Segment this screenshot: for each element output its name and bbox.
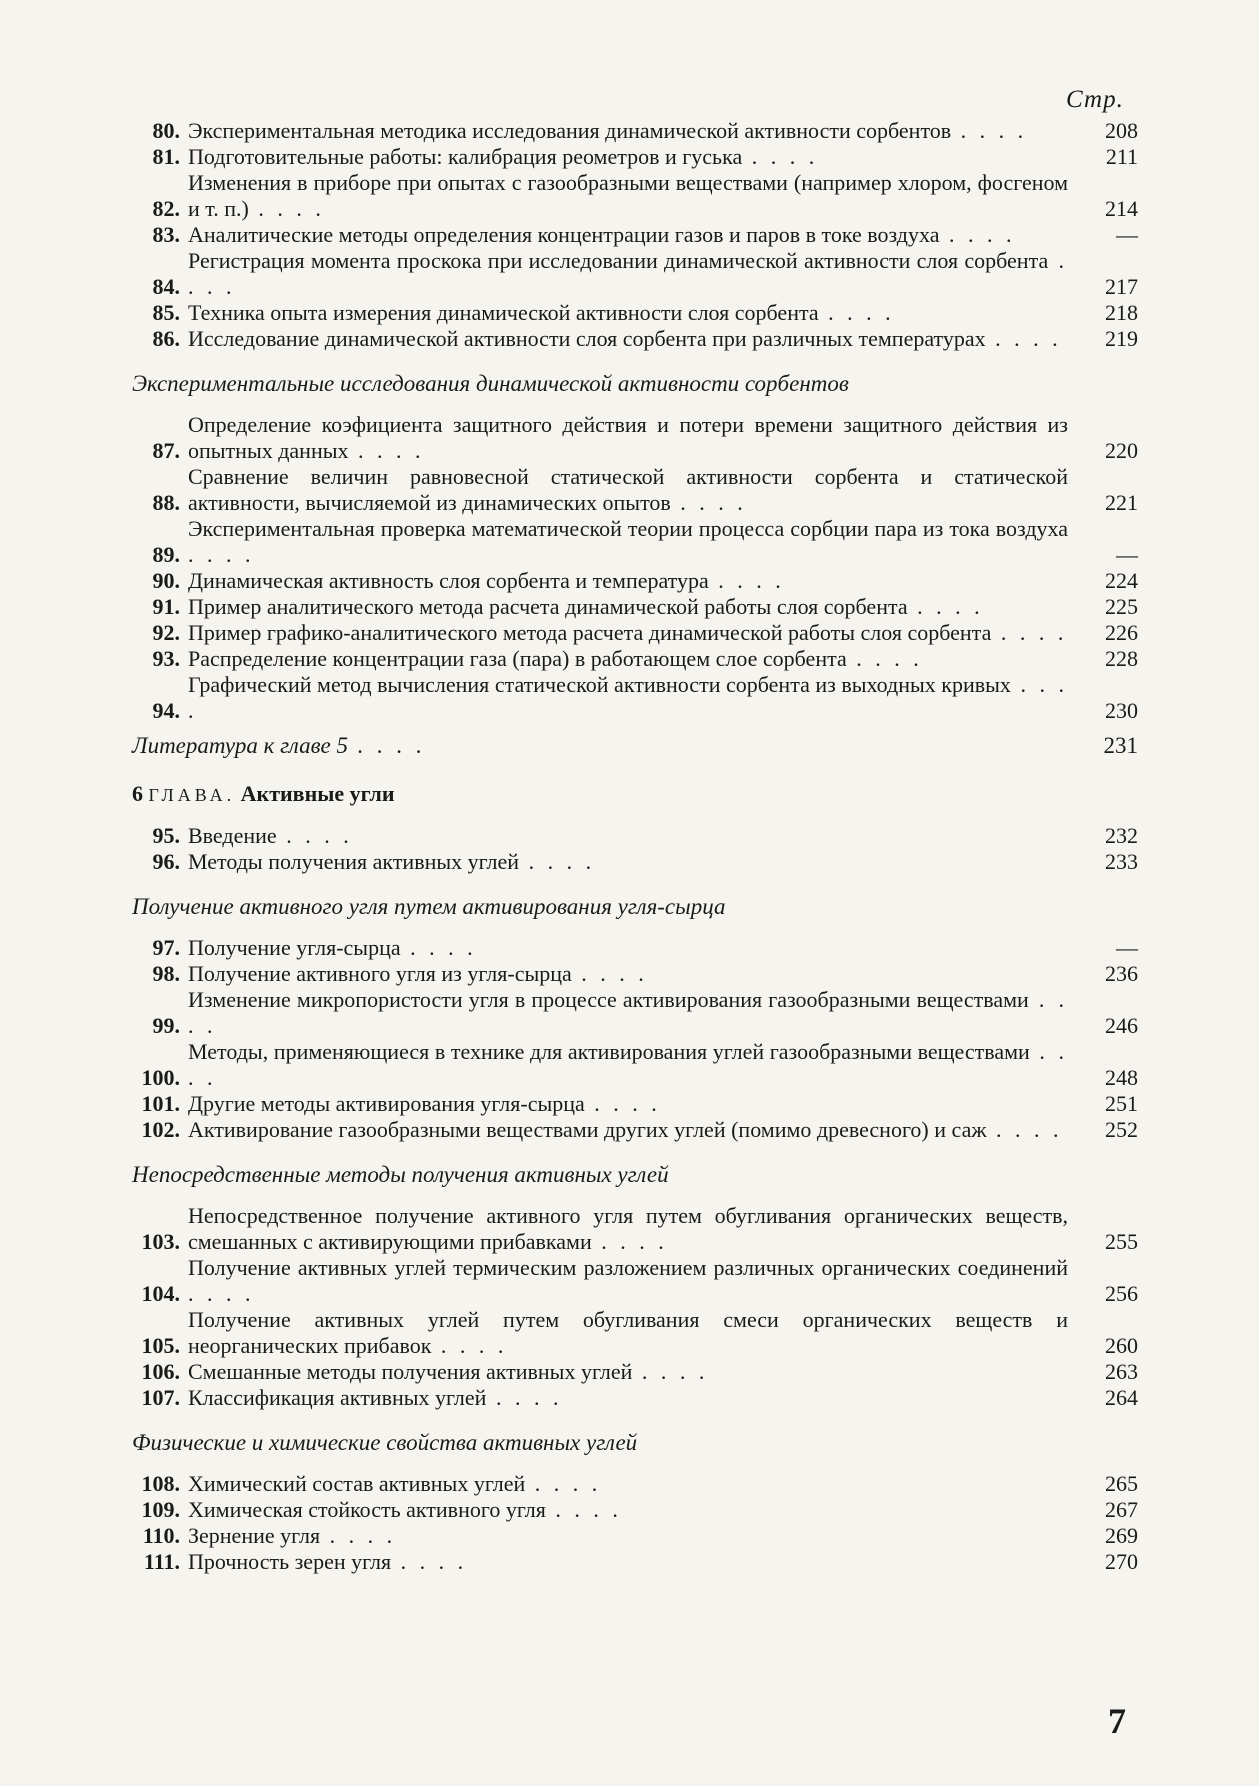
entry-number: 103. xyxy=(141,1229,180,1254)
toc-entry xyxy=(118,1523,1138,1549)
dot-leader: . . . . xyxy=(986,1117,1063,1142)
toc-entry xyxy=(118,412,1138,464)
toc-entry xyxy=(118,1307,1138,1359)
entry-number: 101. xyxy=(141,1091,180,1116)
toc-entry xyxy=(118,464,1138,516)
toc-entry xyxy=(118,326,1138,352)
entry-number: 100. xyxy=(141,1065,180,1090)
entry-page: 225 xyxy=(1105,594,1138,619)
dot-leader: . . . . xyxy=(431,1333,508,1358)
entry-title: Получение активных углей термическим разложением различных органических соединений . . . . xyxy=(188,1255,1068,1306)
dot-leader: . . . . xyxy=(188,1281,255,1306)
entry-number: 93. xyxy=(152,646,180,671)
dot-leader: . . . . xyxy=(818,300,895,325)
toc-entry xyxy=(118,594,1138,620)
entry-title: Получение активных углей путем обугливания смеси органических веществ и неорганических прибавок . . . . xyxy=(188,1307,1068,1358)
entry-page: 233 xyxy=(1105,849,1138,874)
entry-title: Пример аналитического метода расчета динамической работы слоя сорбента . . . . xyxy=(188,594,984,619)
entry-title: Химический состав активных углей . . . . xyxy=(188,1471,602,1496)
entry-title: Прочность зерен угля . . . . xyxy=(188,1549,468,1574)
toc-entry xyxy=(118,516,1138,568)
entry-title: Методы, применяющиеся в технике для активирования углей газообразными веществами . . . . xyxy=(188,1039,1068,1090)
entry-page: — xyxy=(1116,222,1138,247)
entry-title: Изменение микропористости угля в процессе активирования газообразными веществами . . . . xyxy=(188,987,1068,1038)
dot-leader: . . . . xyxy=(846,646,923,671)
toc-entry xyxy=(118,1471,1138,1497)
literature-page: 231 xyxy=(1103,733,1138,758)
entry-title: Определение коэфициента защитного действия и потери времени защитного действия из опытных данных . . . . xyxy=(188,412,1068,463)
toc-entry xyxy=(118,1385,1138,1411)
entry-page: 224 xyxy=(1105,568,1138,593)
toc-entry xyxy=(118,118,1138,144)
entry-page: 256 xyxy=(1105,1281,1138,1306)
chapter-number: 6 xyxy=(132,781,143,806)
page-number: 7 xyxy=(1108,1701,1126,1741)
toc-entry xyxy=(118,672,1138,724)
entry-page: 217 xyxy=(1105,274,1138,299)
dot-leader: . . . . xyxy=(188,672,1068,723)
entry-number: 82. xyxy=(152,196,180,221)
entry-title: Графический метод вычисления статической активности сорбента из выходных кривых . . . . xyxy=(188,672,1068,723)
dot-leader: . . . . xyxy=(571,961,648,986)
dot-leader: . . . . xyxy=(951,118,1028,143)
entry-page: 255 xyxy=(1105,1229,1138,1254)
entry-number: 88. xyxy=(152,490,180,515)
toc-entry xyxy=(118,849,1138,875)
toc-entry xyxy=(118,1549,1138,1575)
entry-group-2 xyxy=(118,412,1138,724)
dot-leader: . . . . xyxy=(400,935,477,960)
dot-leader: . . . . xyxy=(708,568,785,593)
toc-entry xyxy=(118,620,1138,646)
entry-number: 107. xyxy=(141,1385,180,1410)
dot-leader: . . . . xyxy=(519,849,596,874)
toc-entry xyxy=(118,823,1138,849)
entry-page: 214 xyxy=(1105,196,1138,221)
entry-page: 260 xyxy=(1105,1333,1138,1358)
toc-entry xyxy=(118,935,1138,961)
dot-leader: . . . . xyxy=(525,1471,602,1496)
chapter-title: Активные угли xyxy=(240,781,395,806)
entry-number: 104. xyxy=(141,1281,180,1306)
toc-entry xyxy=(118,1091,1138,1117)
entry-page: 246 xyxy=(1105,1013,1138,1038)
entry-title: Изменения в приборе при опытах с газообразными веществами (например хлором, фосгеном и т. п.) . . . . xyxy=(188,170,1068,221)
entry-number: 98. xyxy=(152,961,180,986)
entry-page: — xyxy=(1116,542,1138,567)
entry-title: Введение . . . . xyxy=(188,823,353,848)
dot-leader: . . . . xyxy=(985,326,1062,351)
entry-number: 106. xyxy=(141,1359,180,1384)
entry-number: 96. xyxy=(152,849,180,874)
dot-leader: . . . . xyxy=(188,542,255,567)
entry-number: 83. xyxy=(152,222,180,247)
entry-title: Аналитические методы определения концентрации газов и паров в токе воздуха . . . . xyxy=(188,222,1016,247)
dot-leader: . . . . xyxy=(584,1091,661,1116)
entry-title: Регистрация момента проскока при исследовании динамической активности слоя сорбента . . . . xyxy=(188,248,1069,299)
entry-group-6 xyxy=(118,1471,1138,1575)
entry-page: 226 xyxy=(1105,620,1138,645)
dot-leader: . . . . xyxy=(591,1229,668,1254)
toc-entry xyxy=(118,248,1138,300)
entry-page: 221 xyxy=(1105,490,1138,515)
entry-title: Экспериментальная методика исследования динамической активности сорбентов . . . . xyxy=(188,118,1028,143)
entry-page: 211 xyxy=(1105,144,1138,169)
section-heading-4: Физические и химические свойства активных углей xyxy=(132,1430,638,1455)
entry-number: 80. xyxy=(152,118,180,143)
entry-title: Смешанные методы получения активных углей . . . . xyxy=(188,1359,709,1384)
entry-page: 232 xyxy=(1105,823,1138,848)
entry-number: 81. xyxy=(152,144,180,169)
page-column-label: Стр. xyxy=(1066,86,1124,113)
entry-number: 105. xyxy=(141,1333,180,1358)
toc-entry xyxy=(118,646,1138,672)
dot-leader: . . . . xyxy=(670,490,747,515)
entry-number: 85. xyxy=(152,300,180,325)
entry-page: 236 xyxy=(1105,961,1138,986)
entry-page: 228 xyxy=(1105,646,1138,671)
entry-page: 252 xyxy=(1105,1117,1138,1142)
dot-leader: . . . . xyxy=(391,1549,468,1574)
entry-title: Другие методы активирования угля-сырца . . . . xyxy=(188,1091,661,1116)
entry-number: 108. xyxy=(141,1471,180,1496)
entry-title: Непосредственное получение активного угля путем обугливания органических веществ, смешанных с активирующими прибавками . . . . xyxy=(188,1203,1068,1254)
entry-number: 99. xyxy=(152,1013,180,1038)
toc-entry xyxy=(118,1039,1138,1091)
dot-leader: . . . . xyxy=(348,438,425,463)
entry-number: 110. xyxy=(142,1523,180,1548)
toc-entry xyxy=(118,300,1138,326)
entry-title: Химическая стойкость активного угля . . . . xyxy=(188,1497,622,1522)
entry-number: 97. xyxy=(152,935,180,960)
dot-leader: . . . . xyxy=(742,144,819,169)
dot-leader: . . . . xyxy=(276,823,353,848)
dot-leader: . . . . xyxy=(188,987,1068,1038)
entry-page: 263 xyxy=(1105,1359,1138,1384)
toc-entry xyxy=(118,144,1138,170)
toc-entry xyxy=(118,1117,1138,1143)
chapter-word: ГЛАВА. xyxy=(148,785,236,805)
entry-page: 218 xyxy=(1105,300,1138,325)
entry-number: 109. xyxy=(141,1497,180,1522)
entry-page: 270 xyxy=(1105,1549,1138,1574)
dot-leader: . . . . xyxy=(348,733,427,758)
entry-title: Активирование газообразными веществами других углей (помимо древесного) и саж . . . . xyxy=(188,1117,1063,1142)
entry-number: 84. xyxy=(152,274,180,299)
entry-title: Зернение угля . . . . xyxy=(188,1523,397,1548)
toc-entry xyxy=(118,1497,1138,1523)
toc-entry xyxy=(118,170,1138,222)
entry-page: 251 xyxy=(1105,1091,1138,1116)
entry-page: — xyxy=(1116,935,1138,960)
dot-leader: . . . . xyxy=(991,620,1068,645)
entry-title: Подготовительные работы: калибрация реометров и гуська . . . . xyxy=(188,144,819,169)
entry-page: 220 xyxy=(1105,438,1138,463)
entry-group-4 xyxy=(118,935,1138,1143)
dot-leader: . . . . xyxy=(939,222,1016,247)
entry-title: Техника опыта измерения динамической активности слоя сорбента . . . . xyxy=(188,300,895,325)
entry-title: Классификация активных углей . . . . xyxy=(188,1385,563,1410)
toc-entry xyxy=(118,1203,1138,1255)
toc-entry xyxy=(118,222,1138,248)
dot-leader: . . . . xyxy=(486,1385,563,1410)
toc-entry xyxy=(118,961,1138,987)
entry-page: 219 xyxy=(1105,326,1138,351)
dot-leader: . . . . xyxy=(907,594,984,619)
entry-page: 269 xyxy=(1105,1523,1138,1548)
entry-page: 208 xyxy=(1105,118,1138,143)
toc-entry xyxy=(118,568,1138,594)
entry-title: Методы получения активных углей . . . . xyxy=(188,849,596,874)
entry-title: Получение активного угля из угля-сырца . . . . xyxy=(188,961,648,986)
entry-number: 111. xyxy=(143,1549,180,1574)
entry-page: 267 xyxy=(1105,1497,1138,1522)
entry-title: Пример графико-аналитического метода расчета динамической работы слоя сорбента . . . . xyxy=(188,620,1068,645)
literature-entry xyxy=(132,732,1138,760)
entry-group-5 xyxy=(118,1203,1138,1411)
entry-page: 264 xyxy=(1105,1385,1138,1410)
toc-entry xyxy=(118,987,1138,1039)
table-of-contents xyxy=(118,118,1138,1575)
entry-title: Получение угля-сырца . . . . xyxy=(188,935,477,960)
toc-entry xyxy=(118,1255,1138,1307)
entry-number: 92. xyxy=(152,620,180,645)
entry-page: 248 xyxy=(1105,1065,1138,1090)
entry-number: 94. xyxy=(152,698,180,723)
entry-title: Динамическая активность слоя сорбента и температура . . . . xyxy=(188,568,785,593)
section-heading-3: Непосредственные методы получения активных углей xyxy=(132,1162,669,1187)
entry-page: 230 xyxy=(1105,698,1138,723)
entry-group-1 xyxy=(118,118,1138,352)
entry-title: Сравнение величин равновесной статической активности сорбента и статической активности, вычисляемой из динамических опытов . . . . xyxy=(188,464,1068,515)
dot-leader: . . . . xyxy=(320,1523,397,1548)
dot-leader: . . . . xyxy=(188,248,1069,299)
entry-number: 86. xyxy=(152,326,180,351)
entry-title: Исследование динамической активности слоя сорбента при различных температурах . . . . xyxy=(188,326,1062,351)
dot-leader: . . . . xyxy=(545,1497,622,1522)
entry-title: Экспериментальная проверка математической теории процесса сорбции пара из тока воздуха . . . . xyxy=(188,516,1068,567)
entry-number: 89. xyxy=(152,542,180,567)
entry-page: 265 xyxy=(1105,1471,1138,1496)
entry-group-3 xyxy=(118,823,1138,875)
chapter-heading xyxy=(132,780,1138,809)
entry-number: 87. xyxy=(152,438,180,463)
entry-number: 102. xyxy=(141,1117,180,1142)
section-heading-1: Экспериментальные исследования динамической активности сорбентов xyxy=(132,371,849,396)
entry-number: 90. xyxy=(152,568,180,593)
section-heading-2: Получение активного угля путем активирования угля-сырца xyxy=(132,894,726,919)
toc-entry xyxy=(118,1359,1138,1385)
entry-number: 95. xyxy=(152,823,180,848)
literature-title: Литература к главе 5 . . . . xyxy=(132,733,427,758)
entry-number: 91. xyxy=(152,594,180,619)
dot-leader: . . . . xyxy=(188,1039,1068,1090)
dot-leader: . . . . xyxy=(632,1359,709,1384)
dot-leader: . . . . xyxy=(248,196,325,221)
entry-title: Распределение концентрации газа (пара) в работающем слое сорбента . . . . xyxy=(188,646,923,671)
